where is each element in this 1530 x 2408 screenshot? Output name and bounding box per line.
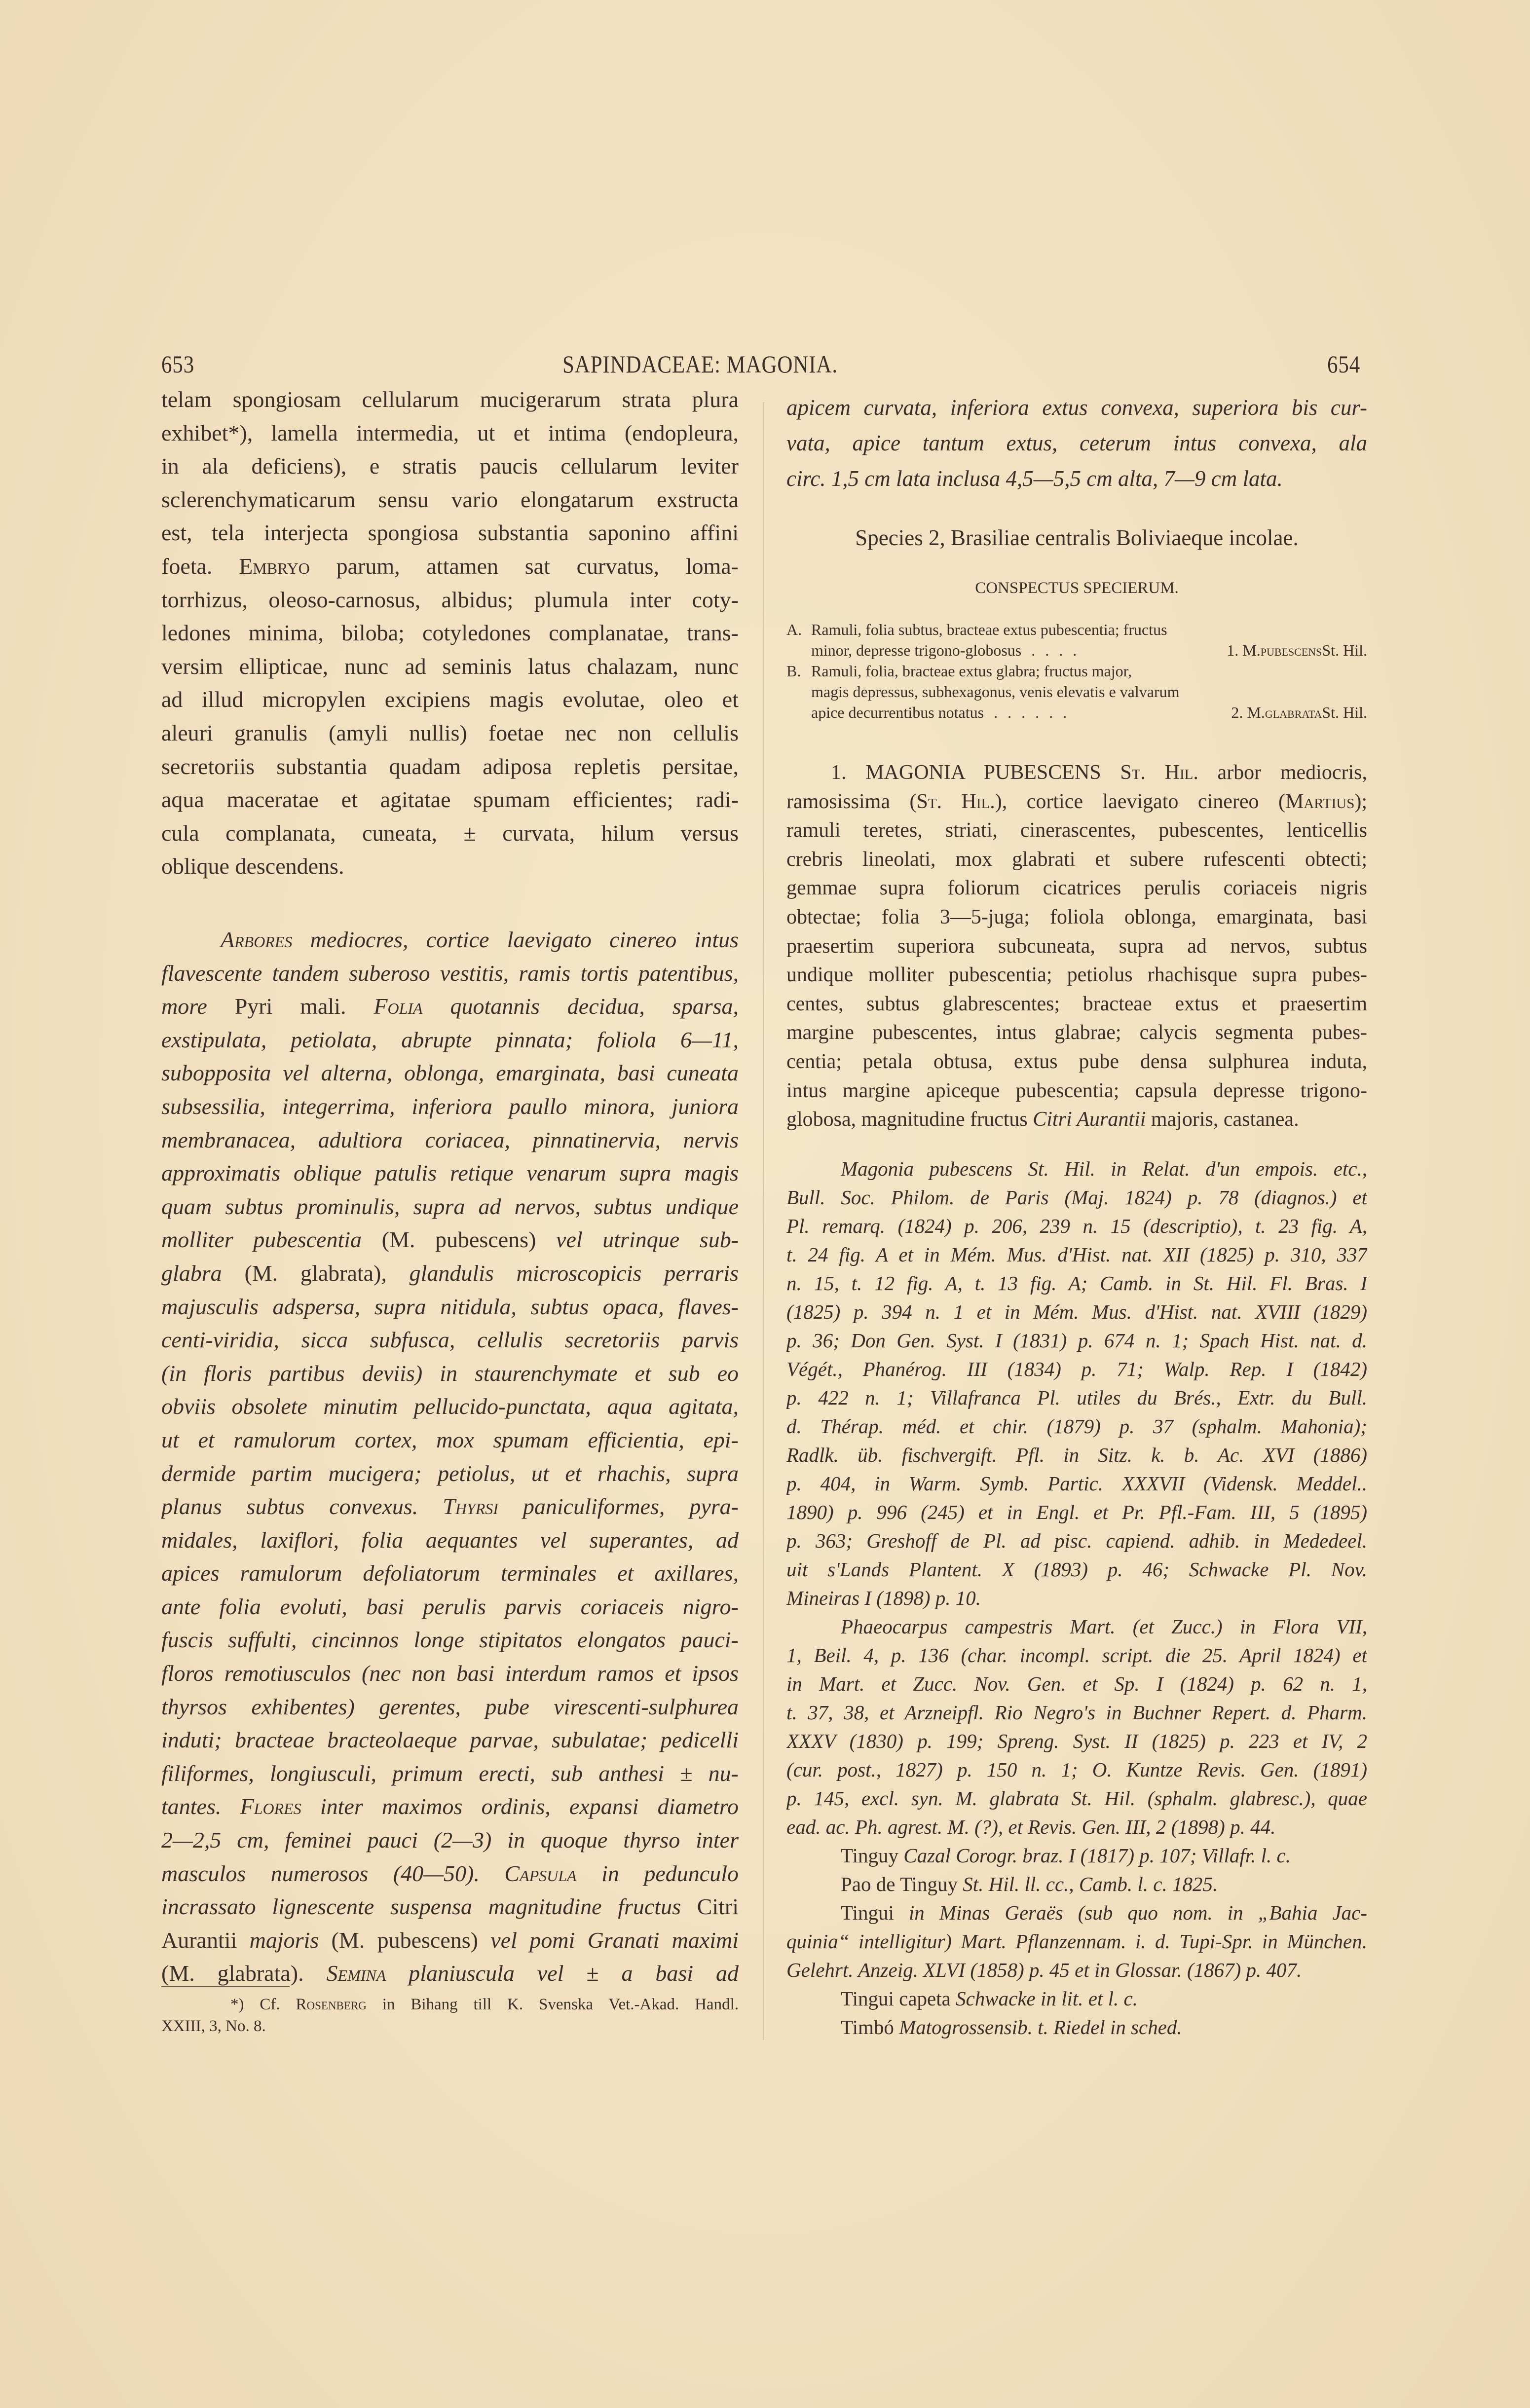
text-line: in Mart. et Zucc. Nov. Gen. et Sp. I (1824) p. 62 n. 1, — [786, 1672, 1367, 1695]
key-line: magis depressus, subhexagonus, venis elevatis e valvarum — [811, 683, 1180, 701]
text-line: praesertim superiora subcuneata, supra ad nervos, subtus — [786, 934, 1367, 958]
text-line: midales, laxiflori, folia aequantes vel superantes, ad — [161, 1527, 739, 1553]
text-line — [161, 1994, 739, 2015]
text-line: filiformes, longiusculi, primum erecti, sub anthesi ± nu- — [161, 1760, 739, 1786]
text-run: St. Hil. ll. cc., Camb. l. c. 1825. — [963, 1873, 1218, 1895]
text-line — [161, 1223, 739, 1257]
key-letter: B. — [786, 662, 801, 680]
paragraph — [161, 383, 739, 883]
text-line: t. 37, 38, et Arzneipfl. Rio Negro's in Buchner Repert. d. Pharm. — [786, 1701, 1367, 1724]
text-run: paniculiformes, pyra- — [498, 1494, 739, 1519]
text-line: approximatis oblique patulis retique venarum supra magis — [161, 1160, 739, 1186]
text-line: ledones minima, biloba; cotyledones complanatae, trans- — [161, 620, 739, 646]
paragraph — [786, 1154, 1367, 1612]
text-line: intus margine apiceque pubescentia; capsula depresse trigono- — [786, 1079, 1367, 1102]
text-line: gemmae supra foliorum cicatrices perulis coriaceis nigris — [786, 877, 1367, 900]
text-line: centes, subtus glabrescentes; bracteae extus et praesertim — [786, 992, 1367, 1015]
text-line: ante folia evoluti, basi perulis parvis coriaceis nigro- — [161, 1593, 739, 1619]
text-line: membranacea, adultiora coriacea, pinnatinervia, nervis — [161, 1127, 739, 1152]
species-name: pubescens — [1260, 641, 1322, 659]
text-line: centia; petala obtusa, extus pube densa sulphurea induta, — [786, 1050, 1367, 1073]
text-run: Martius — [1285, 790, 1355, 813]
text-line: circ. 1,5 cm lata inclusa 4,5—5,5 cm alta, 7—9 cm lata. — [786, 466, 1283, 491]
key-letter: A. — [786, 621, 802, 638]
text-line: cula complanata, cuneata, ± curvata, hilum versus — [161, 820, 739, 846]
text-line: XXXV (1830) p. 199; Spreng. Syst. II (1825) p. 223 et IV, 2 — [786, 1730, 1367, 1752]
key-text: minor, depresse trigono-globosus — [811, 641, 1022, 659]
text-run: glabra — [161, 1260, 245, 1286]
text-line — [161, 1924, 739, 1957]
text-line: apices ramulorum defoliatorum terminales et axillares, — [161, 1560, 739, 1586]
text-line: thyrsos exhibentes) gerentes, pube virescenti-sulphurea — [161, 1694, 739, 1719]
text-run: Citri Aurantii — [1033, 1108, 1146, 1131]
key-entry-a — [786, 619, 1367, 661]
text-run — [304, 1961, 327, 1986]
text-line: in ala deficiens), e stratis paucis cellularum leviter — [161, 453, 739, 479]
text-run: Schwacke in lit. et l. c. — [956, 1987, 1138, 2010]
text-line — [786, 1841, 1367, 1870]
text-line: (cur. post., 1827) p. 150 n. 1; O. Kuntze Revis. Gen. (1891) — [786, 1758, 1367, 1781]
text-run: Rosenberg — [296, 1996, 367, 2013]
text-line: subsessilia, integerrima, inferiora paullo minora, juniora — [161, 1093, 739, 1119]
footnote-rule — [161, 1986, 290, 1987]
citations-and-vernacular-names — [786, 1154, 1367, 2041]
text-line: Pl. remarq. (1824) p. 206, 239 n. 15 (descriptio), t. 23 fig. A, — [786, 1215, 1367, 1237]
running-title: SAPINDACEAE: MAGONIA. — [562, 350, 838, 378]
text-line: aleuri granulis (amyli nullis) foetae nec non cellulis — [161, 720, 739, 745]
text-run: , glandulis microscopicis perraris — [381, 1260, 739, 1286]
paragraph — [786, 2013, 1367, 2041]
text-run: foeta. — [161, 553, 239, 579]
paragraph — [161, 923, 739, 1990]
text-line — [786, 2013, 1367, 2041]
text-line: (in floris partibus deviis) in staurenchymate et sub eo — [161, 1360, 739, 1386]
text-run: in pedunculo — [576, 1860, 739, 1886]
text-run: ); — [1354, 790, 1367, 813]
text-line — [161, 990, 739, 1023]
text-run: Tingui — [841, 1901, 909, 1924]
text-line — [161, 1957, 739, 1990]
text-run: 1. MAGONIA PUBESCENS — [831, 761, 1120, 784]
text-run: arbor mediocris, — [1198, 761, 1367, 784]
text-line: p. 363; Greshoff de Pl. ad pisc. capiend. adhib. in Mededeel. — [786, 1529, 1367, 1552]
text-line: majusculis adspersa, supra nitidula, subtus opaca, flaves- — [161, 1294, 739, 1319]
key-line: B. Ramuli, folia, bracteae extus glabra; fructus major, — [786, 661, 1367, 681]
text-run: in Minas Geraës (sub quo nom. in „Bahia Jac- — [908, 1901, 1367, 1924]
text-run: globosa, magnitudine fructus — [786, 1108, 1033, 1131]
text-line: obtectae; folia 3—5-juga; foliola oblonga, emarginata, basi — [786, 905, 1367, 928]
text-run: Pyri mali. — [234, 994, 346, 1019]
text-line: Mineiras I (1898) p. 10. — [786, 1587, 981, 1609]
text-line: ut et ramulorum cortex, mox spumam efficientia, epi- — [161, 1427, 739, 1452]
text-line — [786, 1870, 1367, 1898]
text-run: (M. pubescens) — [381, 1227, 536, 1253]
text-run: Thyrsi — [443, 1494, 498, 1519]
page-number-right: 654 — [1327, 350, 1361, 378]
text-line: dermide partim mucigera; petiolus, ut et rhachis, supra — [161, 1460, 739, 1486]
text-line: fuscis suffulti, cincinnos longe stipitatos elongatos pauci- — [161, 1627, 739, 1653]
text-run: St. Hil. — [916, 790, 995, 813]
text-run: Cazal Corogr. braz. I (1817) p. 107; Villafr. l. c. — [903, 1844, 1291, 1867]
text-line: margine pubescentes, intus glabrae; calycis segmenta pubes- — [786, 1021, 1367, 1044]
paragraph — [786, 1984, 1367, 2013]
leader-dots: . . . . . . — [994, 704, 1070, 721]
text-line: uit s'Lands Plantent. X (1893) p. 46; Schwacke Pl. Nov. — [786, 1558, 1367, 1581]
text-line: Gelehrt. Anzeig. XLVI (1858) p. 45 et in Glossar. (1867) p. 407. — [786, 1959, 1302, 1981]
text-run: (M. glabrata). — [161, 1961, 304, 1986]
paragraph — [161, 1994, 739, 2037]
text-line — [161, 1857, 739, 1890]
text-line: Phaeocarpus campestris Mart. (et Zucc.) in Flora VII, — [841, 1615, 1367, 1638]
text-line: telam spongiosam cellularum mucigerarum strata plura — [161, 387, 739, 412]
species-name: glabrata — [1265, 704, 1322, 721]
text-line: p. 422 n. 1; Villafranca Pl. utiles du Brés., Extr. du Bull. — [786, 1386, 1367, 1409]
text-line: d. Thérap. méd. et chir. (1879) p. 37 (sphalm. Mahonia); — [786, 1415, 1367, 1438]
text-line: crebris lineolati, mox glabrati et subere rufescenti obtecti; — [786, 848, 1367, 871]
text-run: *) Cf. — [230, 1996, 296, 2013]
key-line: A. Ramuli, folia subtus, bracteae extus pubescentia; fructus — [786, 619, 1367, 640]
text-line: undique molliter pubescentia; petiolus rhachisque supra pubes- — [786, 963, 1367, 987]
text-run: vel utrinque sub- — [536, 1227, 739, 1253]
paragraph — [786, 758, 1367, 1134]
text-line: Bull. Soc. Philom. de Paris (Maj. 1824) p. 78 (diagnos.) et — [786, 1186, 1367, 1209]
key-entry-b — [786, 661, 1367, 723]
text-line — [786, 1105, 1367, 1134]
text-run: (M. pubescens) — [331, 1927, 478, 1953]
paragraph — [786, 1870, 1367, 1898]
text-run: Tinguy — [841, 1844, 904, 1867]
text-run: more — [161, 994, 235, 1019]
text-run: Matogrossensib. t. Riedel in sched. — [899, 2016, 1182, 2038]
text-run: Embryo — [239, 553, 310, 579]
species-key — [786, 619, 1367, 723]
text-line: n. 15, t. 12 fig. A, t. 13 fig. A; Camb. in St. Hil. Fl. Bras. I — [786, 1272, 1367, 1295]
column-divider — [763, 402, 764, 2040]
text-line: Magonia pubescens St. Hil. in Relat. d'un empois. etc., — [841, 1157, 1367, 1180]
text-line: torrhizus, oleoso-carnosus, albidus; plumula inter coty- — [161, 587, 739, 612]
text-line: secretoriis substantia quadam adiposa repletis persitae, — [161, 753, 739, 779]
text-run: quotannis decidua, sparsa, — [422, 994, 739, 1019]
species-author: St. Hil. — [1322, 641, 1367, 659]
text-run: vel pomi Granati maximi — [478, 1927, 739, 1953]
paragraph — [786, 1898, 1367, 1984]
text-line: induti; bracteae bracteolaeque parvae, subulatae; pedicelli — [161, 1727, 739, 1753]
text-line: p. 145, excl. syn. M. glabrata St. Hil. (sphalm. glabresc.), quae — [786, 1787, 1367, 1810]
conspectus-heading: CONSPECTUS SPECIERUM. — [975, 579, 1179, 597]
text-run: Pao de Tinguy — [841, 1873, 963, 1895]
text-run: molliter pubescentia — [161, 1227, 382, 1253]
text-line — [161, 1890, 739, 1924]
species-description — [786, 758, 1367, 1134]
text-line: apicem curvata, inferiora extus convexa, superiora bis cur- — [786, 395, 1367, 420]
text-run — [346, 994, 374, 1019]
text-line: obviis obsolete minutim pellucido-punctata, aqua agitata, — [161, 1394, 739, 1419]
text-run: ), cortice laevigato cinereo ( — [995, 790, 1285, 813]
species-number: 1. M. — [1227, 641, 1261, 659]
text-line: (1825) p. 394 n. 1 et in Mém. Mus. d'Hist. nat. XVIII (1829) — [786, 1300, 1367, 1323]
text-line — [161, 550, 739, 583]
text-line — [786, 787, 1367, 816]
key-final-line — [786, 640, 1367, 661]
text-line: oblique descendens. — [161, 853, 344, 879]
text-run: planiuscula vel ± a basi ad — [386, 1961, 739, 1986]
text-run: tantes. — [161, 1794, 240, 1819]
text-run: parum, attamen sat curvatus, loma- — [309, 553, 739, 579]
text-line — [786, 1984, 1367, 2013]
text-run: Folia — [373, 994, 423, 1019]
text-run: Capsula — [504, 1860, 577, 1886]
text-line — [786, 1898, 1367, 1927]
species-author: St. Hil. — [1322, 704, 1367, 721]
paragraph — [786, 1612, 1367, 1841]
key-final-line — [786, 702, 1367, 723]
text-line: p. 36; Don Gen. Syst. I (1831) p. 674 n. 1; Spach Hist. nat. d. — [786, 1329, 1367, 1352]
text-line: p. 404, in Warm. Symb. Partic. XXXVII (Vidensk. Meddel.. — [786, 1472, 1367, 1495]
text-run: Citri — [697, 1894, 739, 1920]
text-line: sclerenchymaticarum sensu vario elongatarum exstructa — [161, 486, 739, 512]
text-run: Tingui capeta — [841, 1987, 956, 2010]
text-line: versim ellipticae, nunc ad seminis latus chalazam, nunc — [161, 653, 739, 679]
text-run: (M. glabrata) — [244, 1260, 381, 1286]
text-line — [161, 1490, 739, 1523]
species-count-line: Species 2, Brasiliae centralis Boliviaeque incolae. — [855, 525, 1299, 550]
genus-description-paragraph — [161, 923, 739, 1990]
text-line: quam subtus prominulis, supra ad nervos, subtus undique — [161, 1193, 739, 1219]
text-run: Semina — [326, 1961, 386, 1986]
text-run: inter maximos ordinis, expansi diametro — [301, 1794, 739, 1819]
text-run: planus subtus convexus. — [161, 1494, 443, 1519]
text-line: aqua maceratae et agitatae spumam efficientes; radi- — [161, 787, 739, 813]
text-line — [161, 1257, 739, 1290]
paragraph — [786, 390, 1367, 496]
text-line: t. 24 fig. A et in Mém. Mus. d'Hist. nat. XII (1825) p. 310, 337 — [786, 1243, 1367, 1266]
leader-dots: . . . . — [1031, 641, 1080, 659]
text-line: XXIII, 3, No. 8. — [161, 2017, 266, 2035]
text-line: exstipulata, petiolata, abrupte pinnata; foliola 6—11, — [161, 1027, 739, 1052]
text-run: Aurantii — [161, 1927, 237, 1953]
key-text: apice decurrentibus notatus — [811, 704, 984, 721]
text-run: ramosissima ( — [786, 790, 917, 813]
text-line: centi-viridia, sicca subfusca, cellulis secretoriis parvis — [161, 1327, 739, 1353]
species-number: 2. M. — [1231, 704, 1265, 721]
text-run: Arbores — [221, 927, 293, 952]
page-number-left: 653 — [161, 350, 195, 378]
text-line: Végét., Phanérog. III (1834) p. 71; Walp. Rep. I (1842) — [786, 1358, 1367, 1380]
text-line: vata, apice tantum extus, ceterum intus convexa, ala — [786, 431, 1367, 455]
text-run: St. Hil. — [1120, 761, 1198, 784]
text-line: floros remotiusculos (nec non basi interdum ramos et ipsos — [161, 1661, 739, 1686]
paragraph — [786, 1841, 1367, 1870]
text-line: 1890) p. 996 (245) et in Engl. et Pr. Pfl.-Fam. III, 5 (1895) — [786, 1501, 1367, 1523]
text-line: 1, Beil. 4, p. 136 (char. incompl. script. die 25. April 1824) et — [786, 1644, 1367, 1667]
text-line: Radlk. üb. fischvergift. Pfl. in Sitz. k. b. Ac. XVI (1886) — [786, 1444, 1367, 1466]
text-line — [161, 1790, 739, 1823]
text-line: est, tela interjecta spongiosa substantia saponino affini — [161, 520, 739, 546]
text-run: Timbó — [841, 2016, 899, 2038]
text-run: Flores — [240, 1794, 301, 1819]
text-line: exhibet*), lamella intermedia, ut et intima (endopleura, — [161, 420, 739, 445]
text-run: majoris, castanea. — [1146, 1108, 1299, 1131]
text-run: majoris — [237, 1927, 332, 1953]
text-run: masculos numerosos (40—50). — [161, 1860, 505, 1886]
text-line: ad illud micropylen excipiens magis evolutae, oleo et — [161, 687, 739, 712]
text-run: mediocres, cortice laevigato cinereo intus — [292, 927, 739, 952]
text-line: flavescente tandem suberoso vestitis, ramis tortis patentibus, — [161, 960, 739, 986]
text-line: 2—2,5 cm, feminei pauci (2—3) in quoque thyrso inter — [161, 1827, 739, 1853]
text-run: incrassato lignescente suspensa magnitudine fructus — [161, 1894, 697, 1920]
text-run: in Bihang till K. Svenska Vet.-Akad. Handl. — [366, 1996, 739, 2013]
text-line: ead. ac. Ph. agrest. M. (?), et Revis. Gen. III, 2 (1898) p. 44. — [786, 1815, 1276, 1838]
text-line: ramuli teretes, striati, cinerascentes, pubescentes, lenticellis — [786, 819, 1367, 842]
text-line — [161, 923, 739, 957]
seed-description-paragraph — [161, 383, 739, 883]
text-line — [786, 758, 1367, 787]
text-line: quinia“ intelligitur) Mart. Pflanzennam. i. d. Tupi-Spr. in München. — [786, 1930, 1367, 1953]
footnote — [161, 1994, 739, 2037]
seed-wing-paragraph — [786, 390, 1367, 496]
text-line: subopposita vel alterna, oblonga, emarginata, basi cuneata — [161, 1060, 739, 1086]
